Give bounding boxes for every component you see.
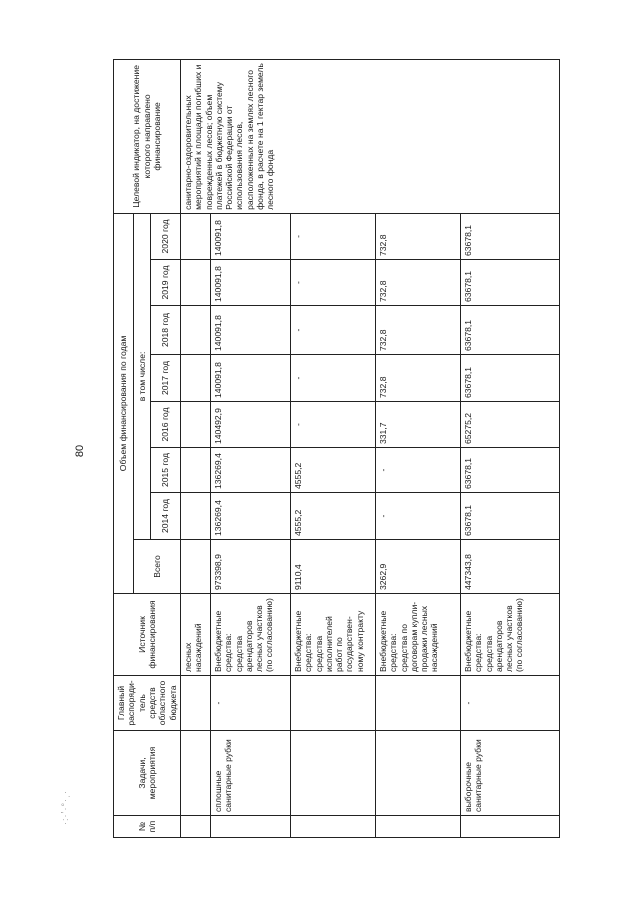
cell-value: 4555,2	[290, 448, 375, 493]
header-year-2017: 2017 год	[150, 355, 180, 402]
cell-value: -	[290, 260, 375, 306]
cell-empty	[180, 355, 210, 402]
cell-value: 4555,2	[290, 493, 375, 540]
financing-table	[113, 59, 560, 838]
cell-total	[180, 540, 210, 594]
rotated-table-region	[113, 60, 559, 838]
cell-total: 3262,9	[375, 540, 460, 594]
cell-task	[290, 731, 375, 816]
cell-value: 63678,1	[460, 493, 559, 540]
cell-value: 140492,9	[210, 402, 290, 448]
cell-manager	[180, 676, 210, 731]
cell-source: лесных насаждений	[180, 594, 210, 676]
cell-total: 973398,9	[210, 540, 290, 594]
cell-value: 136269,4	[210, 493, 290, 540]
header-year-2020: 2020 год	[150, 213, 180, 259]
cell-value: -	[375, 493, 460, 540]
cell-empty	[180, 493, 210, 540]
cell-value: 140091,8	[210, 260, 290, 306]
cell-task: выборочные санитарные рубки	[460, 731, 559, 816]
header-source: Источник финансирования	[114, 594, 181, 676]
page-number: 80	[74, 444, 87, 458]
cell-num	[180, 816, 210, 838]
cell-empty	[180, 306, 210, 355]
cell-value: 63678,1	[460, 213, 559, 259]
cell-value: -	[290, 306, 375, 355]
cell-manager: -	[460, 676, 559, 731]
cell-num	[210, 816, 290, 838]
cell-num	[460, 816, 559, 838]
cell-manager: -	[210, 676, 290, 731]
cell-value: 732,8	[375, 260, 460, 306]
header-manager: Главный распоряди-тель средств областного бюджета	[114, 676, 181, 731]
cell-value: -	[290, 213, 375, 259]
scan-artifact: ·:·ʼ·°·ˌ·	[60, 789, 70, 825]
cell-empty	[180, 260, 210, 306]
cell-value: 140091,8	[210, 355, 290, 402]
cell-source: Внебюджетные средства: средства арендаторов лесных участков (по согласованию)	[210, 594, 290, 676]
cell-num	[375, 816, 460, 838]
cell-source: Внебюджетные средства: средства исполнителей работ по государствен-ному контракту	[290, 594, 375, 676]
cell-value: 331,7	[375, 402, 460, 448]
cell-total: 447343,8	[460, 540, 559, 594]
cell-empty	[180, 448, 210, 493]
header-year-2015: 2015 год	[150, 448, 180, 493]
cell-value: 65275,2	[460, 402, 559, 448]
cell-task: сплошные санитарные рубки	[210, 731, 290, 816]
header-year-2014: 2014 год	[150, 493, 180, 540]
header-in-that: в том числе:	[134, 213, 151, 539]
cell-manager	[290, 676, 375, 731]
header-volume: Объем финансирования по годам	[114, 213, 134, 593]
cell-empty	[180, 402, 210, 448]
cell-empty	[180, 213, 210, 259]
header-year-2018: 2018 год	[150, 306, 180, 355]
cell-manager	[375, 676, 460, 731]
header-num: № п/п	[114, 816, 181, 838]
cell-source: Внебюджетные средства: средства арендаторов лесных участков (по согласованию)	[460, 594, 559, 676]
cell-value: 63678,1	[460, 260, 559, 306]
cell-value: 63678,1	[460, 306, 559, 355]
header-total: Всего	[134, 540, 181, 594]
cell-value: -	[290, 402, 375, 448]
cell-task	[180, 731, 210, 816]
cell-value: 140091,8	[210, 306, 290, 355]
header-year-2016: 2016 год	[150, 402, 180, 448]
cell-value: 140091,8	[210, 213, 290, 259]
cell-value: 63678,1	[460, 448, 559, 493]
cell-value: 136269,4	[210, 448, 290, 493]
cell-value: 732,8	[375, 306, 460, 355]
cell-value: 732,8	[375, 355, 460, 402]
cell-value: 63678,1	[460, 355, 559, 402]
cell-value: -	[290, 355, 375, 402]
header-indicator: Целевой индикатор, на достижение которого направлено финансирование	[114, 59, 181, 213]
cell-value: -	[375, 448, 460, 493]
cell-num	[290, 816, 375, 838]
header-task: Задачи, мероприятия	[114, 731, 181, 816]
cell-value: 732,8	[375, 213, 460, 259]
cell-total: 9110,4	[290, 540, 375, 594]
cell-task	[375, 731, 460, 816]
table-row-carryover	[180, 59, 210, 837]
cell-source: Внебюджетные средства: средства по договорам купли-продажи лесных насаждений	[375, 594, 460, 676]
header-year-2019: 2019 год	[150, 260, 180, 306]
cell-indicator: санитарно-оздоровительных мероприятий к площади погибших и поврежденных лесов; объем платежей в бюджетную систему Российской Федерации от использования лесов, расположенных на землях лесного фонда, в расчете на 1 гектар земель лесного фонда	[180, 59, 559, 213]
